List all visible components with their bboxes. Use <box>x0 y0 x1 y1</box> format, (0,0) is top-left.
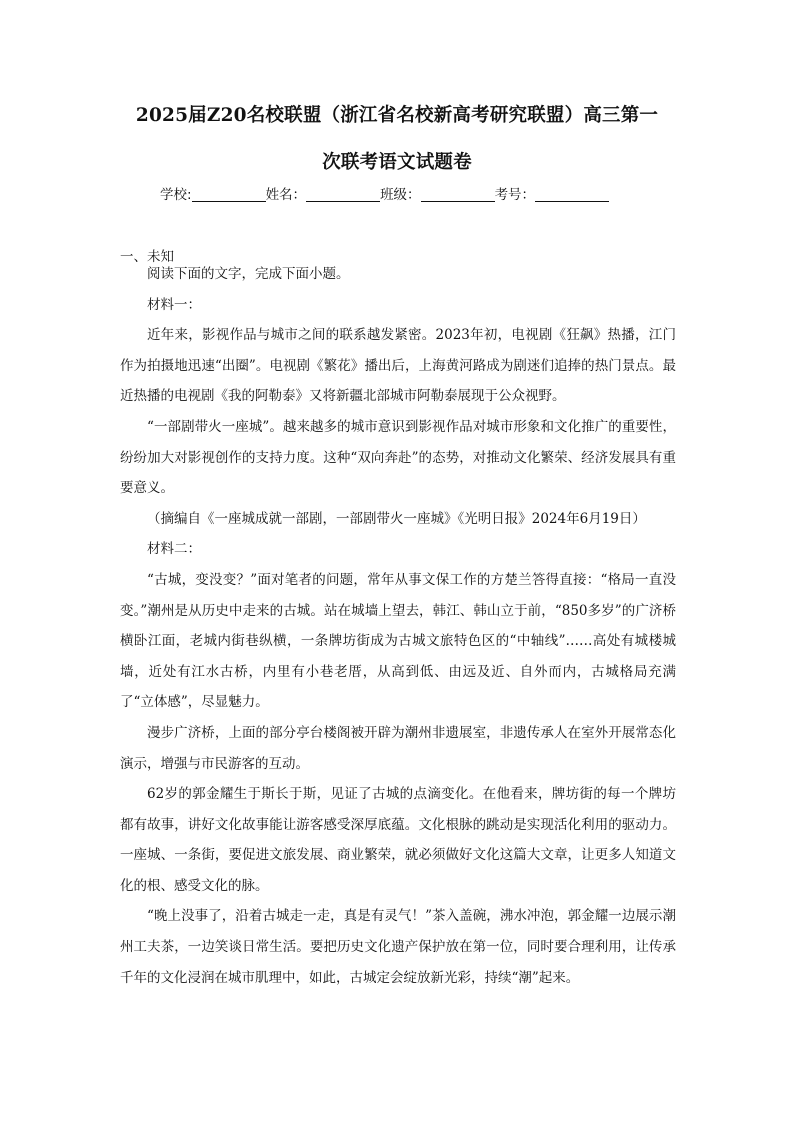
name-blank[interactable] <box>306 187 380 202</box>
material-2-paragraph-2: 漫步广济桥，上面的部分亭台楼阁被开辟为潮州非遗展室，非遗传承人在室外开展常态化演示，增强与市民游客的互动。 <box>120 724 676 772</box>
material-1-label: 材料一： <box>147 296 201 313</box>
instruction-text: 阅读下面的文字，完成下面小题。 <box>147 266 350 282</box>
name-label: 姓名： <box>265 187 307 203</box>
class-blank[interactable] <box>421 187 495 202</box>
material-2-paragraph-4: “晚上没事了，沿着古城走一走，真是有灵气！”茶入盖碗，沸水冲泡，郭金耀一边展示潮州工夫茶，一边笑谈日常生活。要把历史文化遗产保护放在第一位，同时要合理利用，让传承千年的文化浸润在城市肌理中，如此，古城定会绽放新光彩，持续“潮”起来。 <box>120 908 676 986</box>
class-label: 班级： <box>380 187 421 203</box>
reading-passage <box>120 259 676 993</box>
school-label: 学校: <box>160 187 192 203</box>
material-1-paragraph-2: “一部剧带火一座城”。越来越多的城市意识到影视作品对城市形象和文化推广的重要性，纷纷加大对影视创作的支持力度。这种“双向奔赴”的态势，对推动文化繁荣、经济发展具有重要意义。 <box>120 418 676 497</box>
class-field <box>380 183 495 203</box>
name-field <box>266 183 381 203</box>
material-1-source: （摘编自《一座城成就一部剧，一部剧带火一座城》《光明日报》2024年6月19日） <box>147 510 646 527</box>
number-label: 考号： <box>494 187 536 203</box>
material-2-paragraph-1: “古城，变没变？”面对笔者的问题，常年从事文保工作的方楚兰答得直接：“格局一直没变。”潮州是从历史中走来的古城。站在城墙上望去，韩江、韩山立于前，“850多岁”的广济桥横卧江面，老城内街巷纵横，一条牌坊街成为古城文旅特色区的“中轴线”……高处有城楼城墙，近处有江水古桥，内里有小巷老厝，从高到低、由远及近、自外而内，古城格局充满了“立体感”，尽显魅力。 <box>120 571 676 711</box>
school-field <box>160 183 266 203</box>
material-2-label: 材料二： <box>147 541 201 558</box>
section-heading: 一、未知 <box>120 249 174 265</box>
exam-title-line-1: 2025届Z20名校联盟（浙江省名校新高考研究联盟）高三第一 <box>135 105 659 126</box>
exam-title-line-2: 次联考语文试题卷 <box>322 152 472 173</box>
material-2-paragraph-3: 62岁的郭金耀生于斯长于斯，见证了古城的点滴变化。在他看来，牌坊街的每一个牌坊都有故事，讲好文化故事能让游客感受深厚底蕴。文化根脉的跳动是实现活化利用的驱动力。一座城、一条街，要促进文旅发展、商业繁荣，就必须做好文化这篇大文章，让更多人知道文化的根、感受文化的脉。 <box>120 786 676 894</box>
material-1-paragraph-1: 近年来，影视作品与城市之间的联系越发紧密。2023年初，电视剧《狂飙》热播，江门作为拍摄地迅速“出圈”。电视剧《繁花》播出后，上海黄河路成为剧迷们追捧的热门景点。最近热播的电视剧《我的阿勒泰》又将新疆北部城市阿勒泰展现于公众视野。 <box>120 327 676 405</box>
student-info-row <box>160 183 609 203</box>
number-blank[interactable] <box>535 187 609 202</box>
number-field <box>495 183 610 203</box>
school-blank[interactable] <box>192 187 266 202</box>
